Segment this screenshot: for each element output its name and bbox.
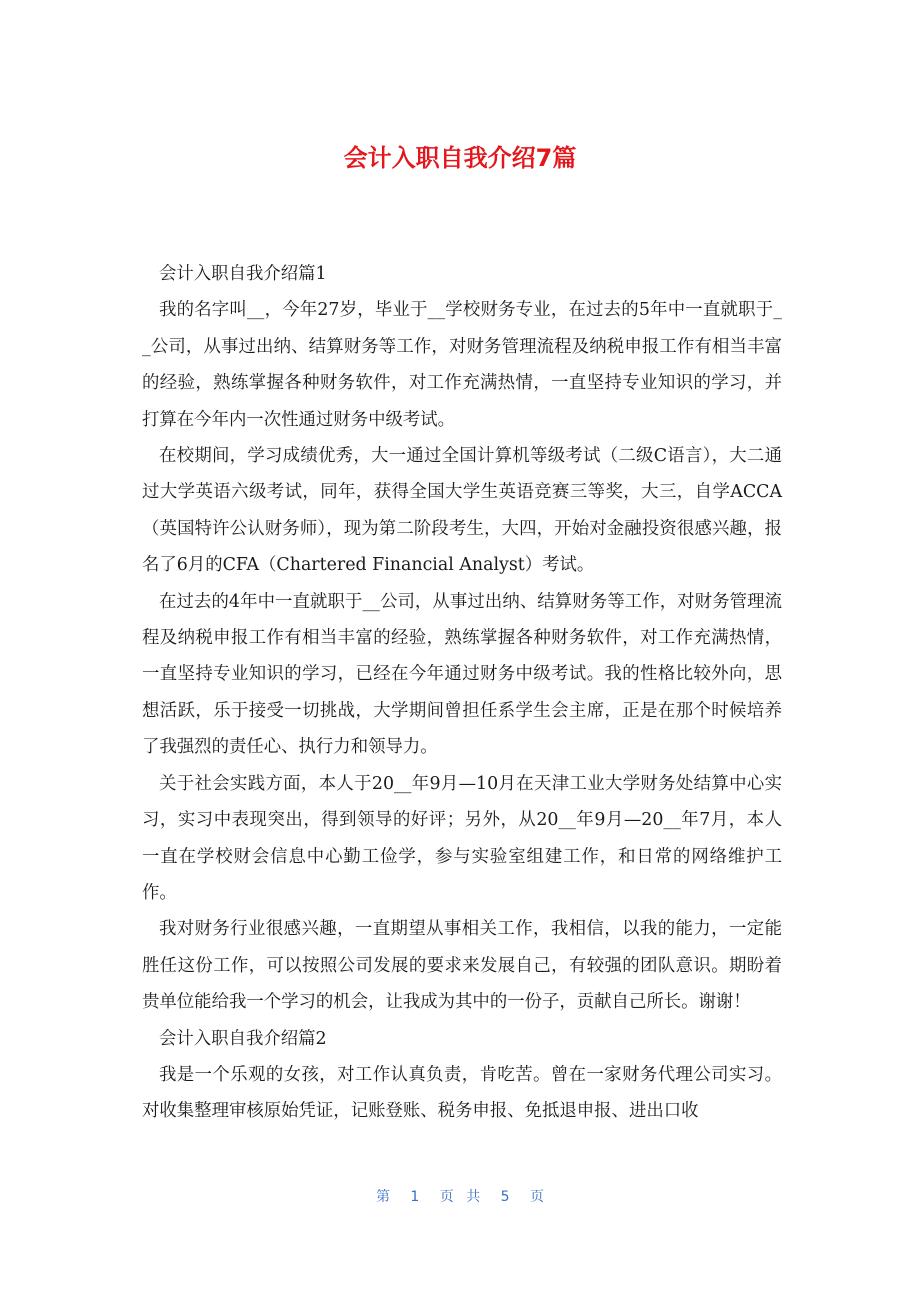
section-heading-1: 会计入职自我介绍篇1 [159, 264, 327, 284]
document-title: 会计入职自我介绍7篇 [343, 144, 577, 172]
section-heading-2: 会计入职自我介绍篇2 [159, 1028, 327, 1049]
footer-total-pages: 5 [500, 1189, 510, 1205]
paragraph: 在过去的4年中一直就职于__公司，从事过出纳、结算财务等工作，对财务管理流程及纳税申报工作有相当丰富的经验，熟练掌握各种财务软件，对工作充满热情，一直坚持专业知识的学习，已经在今年通过财务中级考试。我的性格比较外向，思想活跃，乐于接受一切挑战，大学期间曾担任系学生会主席，正是在那个时候培养了我强烈的责任心、执行力和领导力。 [142, 591, 782, 758]
paragraph: 我的名字叫__，今年27岁，毕业于__学校财务专业，在过去的5年中一直就职于__公司，从事过出纳、结算财务等工作，对财务管理流程及纳税申报工作有相当丰富的经验，熟练掌握各种财务软件，对工作充满热情，一直坚持专业知识的学习，并打算在今年内一次性通过财务中级考试。 [142, 300, 782, 430]
paragraph: 在校期间，学习成绩优秀，大一通过全国计算机等级考试（二级C语言），大二通过大学英语六级考试，同年，获得全国大学生英语竞赛三等奖，大三，自学ACCA（英国特许公认财务师），现为第二阶段考生，大四，开始对金融投资很感兴趣，报名了6月的CFA（Chartered Financial Analyst）考试。 [142, 446, 782, 576]
footer-prefix: 第 [375, 1189, 390, 1205]
paragraph: 我是一个乐观的女孩，对工作认真负责，肯吃苦。曾在一家财务代理公司实习。对收集整理审核原始凭证，记账登账、税务申报、免抵退申报、进出口收 [142, 1064, 782, 1122]
document-body [142, 256, 782, 1130]
footer-current-page: 1 [410, 1189, 420, 1205]
paragraph: 我对财务行业很感兴趣，一直期望从事相关工作，我相信，以我的能力，一定能胜任这份工作，可以按照公司发展的要求来发展自己，有较强的团队意识。期盼着贵单位能给我一个学习的机会，让我成为其中的一份子，贡献自己所长。谢谢！ [142, 919, 782, 1013]
footer-middle: 页 共 [439, 1189, 481, 1205]
page-number-footer [0, 1186, 920, 1206]
footer-suffix: 页 [530, 1189, 545, 1205]
paragraph: 关于社会实践方面，本人于20__年9月—10月在天津工业大学财务处结算中心实习，实习中表现突出，得到领导的好评；另外，从20__年9月—20__年7月，本人一直在学校财会信息中心勤工俭学，参与实验室组建工作，和日常的网络维护工作。 [142, 773, 782, 903]
